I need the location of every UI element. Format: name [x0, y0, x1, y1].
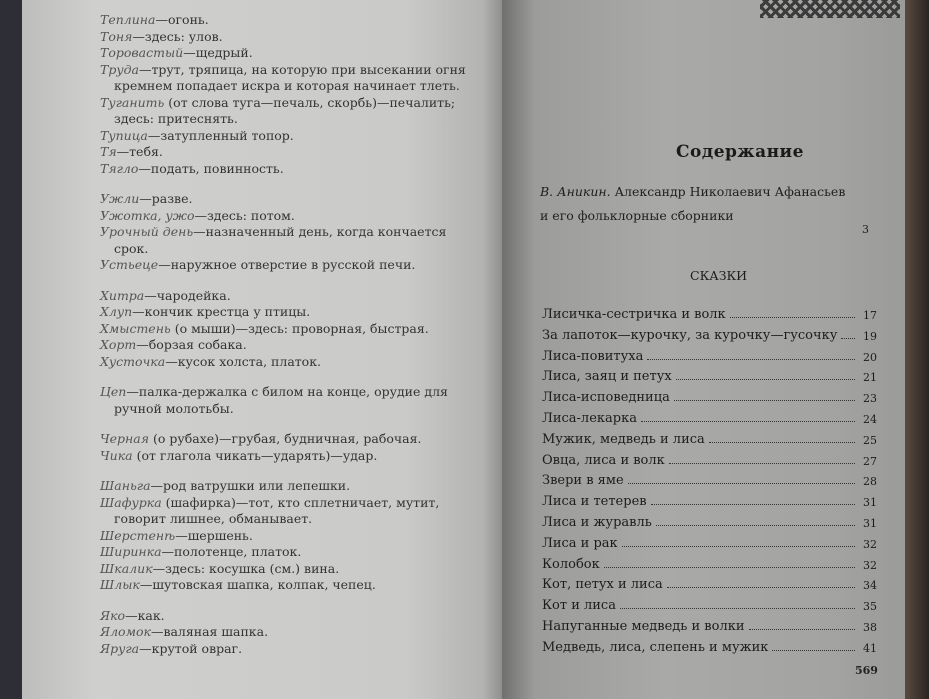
leader-dots	[604, 567, 855, 568]
leader-dots	[669, 463, 855, 464]
leader-dots	[749, 629, 856, 630]
glossary-term: Ширинка	[100, 544, 162, 559]
leader-dots	[620, 608, 855, 609]
glossary-term: Тя	[100, 144, 117, 159]
glossary-entry	[100, 321, 480, 338]
glossary-entry	[100, 95, 480, 128]
leader-dots	[647, 359, 855, 360]
toc-entry-page: 28	[863, 475, 877, 489]
glossary-term: Труда	[100, 61, 139, 77]
toc-entry-page: 23	[863, 392, 877, 406]
decorative-ornament	[760, 0, 900, 18]
glossary-definition: —наружное отверстие в русской печи.	[158, 257, 416, 272]
toc-entry-title: Лиса, заяц и петух	[542, 369, 672, 385]
toc-entry-title: Кот и лиса	[542, 598, 616, 614]
glossary-entry	[100, 544, 480, 561]
toc-entry-title: Кот, петух и лиса	[542, 577, 663, 593]
glossary-entry	[100, 384, 480, 417]
toc-entry	[542, 302, 877, 322]
book-edge	[905, 0, 929, 699]
glossary-definition: —как.	[125, 607, 165, 623]
glossary-term: Ужли	[100, 191, 140, 206]
glossary-term: Хлуп	[100, 304, 133, 319]
toc-title: Содержание	[676, 142, 804, 162]
glossary-entry	[100, 624, 480, 641]
glossary-entry	[100, 144, 480, 161]
toc-entry-title: Лиса и журавль	[542, 515, 652, 530]
glossary-definition: —щедрый.	[183, 45, 253, 60]
toc-entry-page: 27	[863, 454, 877, 468]
toc-entry-title: Лиса-повитуха	[542, 348, 644, 364]
glossary-definition: (шафирка)—тот, кто сплетничает, мутит, говорит лишнее, обманывает.	[114, 494, 440, 526]
glossary-entry	[100, 45, 480, 62]
toc-entry-page: 19	[863, 329, 877, 343]
toc-entry-page: 17	[863, 309, 877, 322]
leader-dots	[667, 587, 855, 588]
toc-entry-title: Лиса-исповедница	[542, 390, 670, 406]
glossary-definition: (от глагола чикать—ударять)—удар.	[132, 447, 378, 463]
glossary-definition: —тебя.	[116, 144, 163, 159]
glossary-entry	[100, 62, 480, 95]
glossary-term: Туганить	[100, 94, 165, 110]
toc-entry-title: Лисичка-сестричка и волк	[542, 307, 726, 322]
glossary-definition: —шершень.	[175, 527, 253, 543]
toc-entry-page: 32	[863, 537, 877, 551]
section-heading: СКАЗКИ	[690, 268, 748, 283]
glossary-term: Устьеце	[100, 257, 159, 272]
glossary-entry	[100, 288, 480, 305]
glossary-definition: (от слова туга—печаль, скорбь)—печалить; здесь: притеснять.	[114, 94, 456, 126]
glossary-entry	[100, 224, 480, 257]
glossary-term: Яко	[100, 607, 126, 623]
glossary-definition: (о рубахе)—грубая, будничная, рабочая.	[149, 431, 422, 446]
glossary-entry	[100, 448, 480, 465]
toc-entry-page: 41	[863, 641, 877, 655]
toc-entry	[542, 385, 877, 405]
glossary-term: Яломок	[100, 624, 151, 639]
toc-entry-page: 20	[863, 350, 877, 364]
intro-title: Александр Николаевич Афанасьев и его фольклорные сборники	[540, 184, 846, 223]
glossary-definition: —полотенце, платок.	[161, 544, 302, 559]
toc-entry-title: Мужик, медведь и лиса	[542, 431, 705, 447]
toc-entry-title: Лиса и тетерев	[542, 494, 647, 510]
glossary-definition: —чародейка.	[144, 287, 231, 303]
glossary-definition: —трут, тряпица, на которую при высекании огня кремнем попадает искра и которая начинает тлеть.	[114, 61, 466, 93]
page-number: 569	[855, 664, 878, 677]
toc-entry	[542, 364, 877, 384]
toc-entry	[542, 406, 877, 426]
glossary-term: Шерстенѣ	[100, 527, 176, 543]
glossary-definition: —здесь: косушка (см.) вина.	[152, 560, 340, 576]
intro-author: В. Аникин.	[540, 184, 611, 199]
toc-entry-page: 34	[863, 579, 877, 593]
glossary-entry	[100, 354, 480, 371]
glossary-term: Шаньга	[100, 478, 151, 493]
leader-dots	[641, 421, 855, 422]
toc-entry	[542, 635, 877, 655]
toc-entry	[542, 552, 877, 572]
glossary-term: Урочный день	[100, 224, 194, 239]
glossary-definition: —кусок холста, платок.	[165, 353, 321, 369]
glossary-entry	[100, 29, 480, 46]
glossary-entry	[100, 608, 480, 625]
glossary-entry	[100, 304, 480, 321]
glossary-entry	[100, 128, 480, 145]
glossary-entry	[100, 208, 480, 225]
glossary-term: Хмыстень	[100, 320, 171, 336]
glossary-entry	[100, 478, 480, 495]
leader-dots	[622, 546, 855, 547]
glossary-entry	[100, 641, 480, 658]
toc-entry	[542, 531, 877, 551]
glossary-term: Яруга	[100, 640, 140, 656]
glossary-definition: —род ватрушки или лепешки.	[150, 478, 351, 493]
leader-dots	[730, 317, 855, 318]
leader-dots	[651, 504, 855, 505]
leader-dots	[841, 338, 855, 339]
glossary-definition: —назначенный день, когда кончается срок.	[114, 224, 447, 256]
toc-entry-title: Лиса-лекарка	[542, 411, 637, 426]
glossary-definition: —кончик крестца у птицы.	[132, 304, 311, 319]
leader-dots	[674, 400, 855, 401]
toc-entry-title: Звери в яме	[542, 473, 624, 489]
glossary-definition: —здесь: потом.	[194, 207, 295, 223]
toc-entry-page: 32	[863, 558, 877, 572]
glossary-term: Хитра	[100, 287, 145, 303]
glossary-definition: —крутой овраг.	[139, 640, 243, 656]
toc-entry	[542, 572, 877, 592]
glossary-term: Черная	[100, 431, 150, 446]
glossary-entry	[100, 12, 480, 29]
toc-entry-page: 25	[863, 433, 877, 447]
toc-entry-title: Овца, лиса и волк	[542, 452, 665, 468]
intro-page-number: 3	[862, 223, 869, 236]
toc-entry	[542, 323, 877, 343]
glossary-term: Тоня	[100, 28, 133, 44]
toc-entry-title: Колобок	[542, 556, 600, 572]
toc-entry	[542, 614, 877, 634]
glossary-entry	[100, 577, 480, 594]
toc-entry	[542, 593, 877, 613]
toc-entry-title: Лиса и рак	[542, 535, 618, 551]
glossary-definition: —борзая собака.	[136, 337, 247, 352]
toc-entry-title: За лапоток—курочку, за курочку—гусочку	[542, 327, 838, 343]
glossary-definition: —огонь.	[155, 12, 209, 27]
toc-entry-title: Напуганные медведь и волки	[542, 619, 745, 634]
toc-entry-title: Медведь, лиса, слепень и мужик	[542, 639, 769, 655]
toc-entry-page: 24	[863, 413, 877, 426]
glossary-entry	[100, 337, 480, 354]
glossary-definition: —разве.	[139, 191, 193, 206]
toc-entry	[542, 468, 877, 488]
toc-entry-page: 35	[863, 600, 877, 614]
glossary-term: Теплина	[100, 12, 156, 27]
toc-entry-page: 31	[863, 496, 877, 510]
toc-entry-page: 38	[863, 621, 877, 634]
glossary-definition: —палка-держалка с билом на конце, орудие для ручной молотьбы.	[114, 384, 448, 416]
leader-dots	[772, 650, 855, 651]
toc-entry	[542, 510, 877, 530]
glossary-definition: —здесь: улов.	[132, 28, 223, 44]
toc-entry-page: 21	[863, 371, 877, 385]
glossary-term: Ужотка, ужо	[100, 207, 195, 223]
glossary-term: Тягло	[100, 160, 139, 176]
glossary-entry	[100, 495, 480, 528]
toc-entry	[542, 427, 877, 447]
leader-dots	[676, 379, 855, 380]
leader-dots	[628, 483, 855, 484]
toc-entry	[542, 448, 877, 468]
leader-dots	[709, 442, 855, 443]
glossary-term: Хусточка	[100, 353, 166, 369]
glossary-entry	[100, 257, 480, 274]
toc-entry	[542, 489, 877, 509]
glossary-entry	[100, 161, 480, 178]
glossary-term: Цеп	[100, 384, 127, 399]
glossary-term: Шафурка	[100, 494, 162, 510]
glossary-definition: —шутовская шапка, колпак, чепец.	[139, 577, 376, 592]
glossary-term: Чика	[100, 447, 133, 463]
glossary-term: Торовастый	[100, 45, 184, 60]
glossary-definition: —затупленный топор.	[147, 127, 294, 143]
toc-intro-entry	[540, 180, 852, 228]
glossary-entry	[100, 528, 480, 545]
glossary-term: Шлык	[100, 577, 140, 592]
glossary-definition: —валяная шапка.	[150, 624, 269, 639]
glossary-term: Шкалик	[100, 560, 153, 576]
glossary-definition: —подать, повинность.	[138, 160, 284, 176]
glossary-entry	[100, 561, 480, 578]
glossary-entry	[100, 191, 480, 208]
toc-entry	[542, 344, 877, 364]
glossary-definition: (о мыши)—здесь: проворная, быстрая.	[170, 320, 429, 336]
glossary-term: Тупица	[100, 127, 148, 143]
toc-entry-page: 31	[863, 517, 877, 530]
glossary-term: Хорт	[100, 337, 137, 352]
glossary-entry	[100, 431, 480, 448]
leader-dots	[656, 525, 855, 526]
glossary	[100, 12, 480, 657]
